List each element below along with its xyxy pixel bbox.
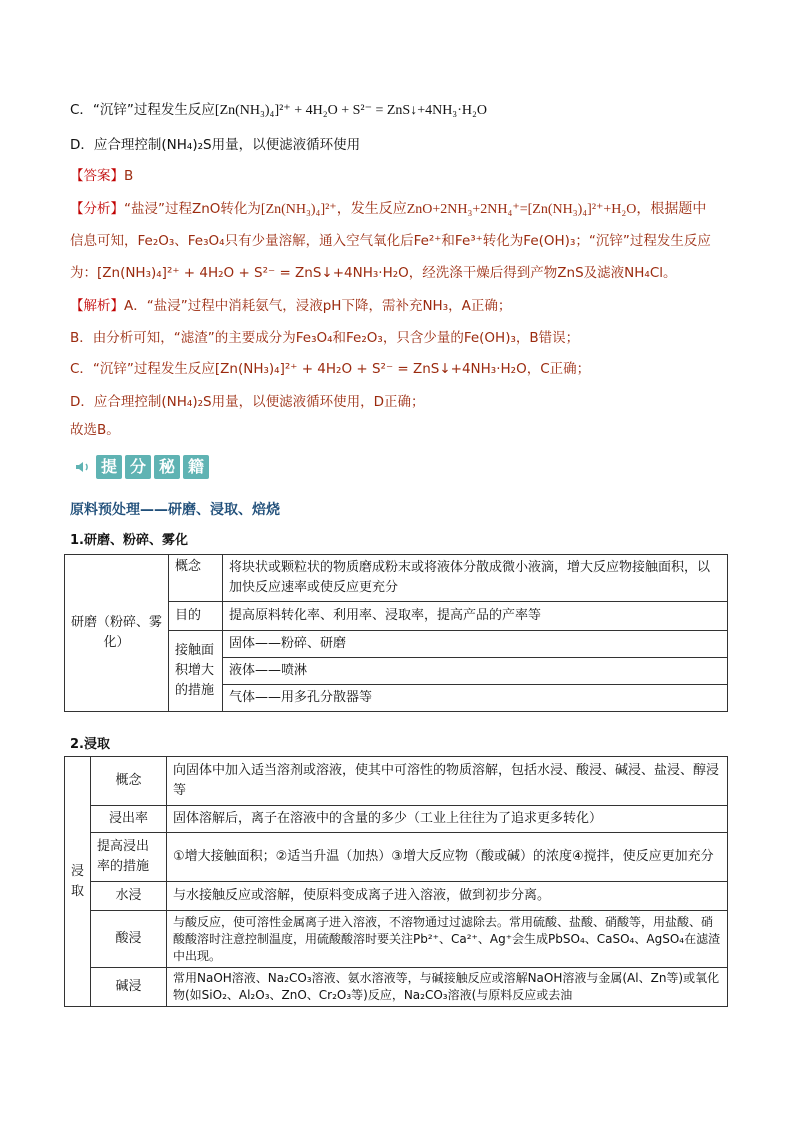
- speaker-icon: [74, 458, 92, 476]
- table2-r5-key: 酸浸: [91, 911, 167, 968]
- analysis-tag: 【分析】: [70, 201, 124, 217]
- table2-r4-val: 与水接触反应或溶解，使原料变成离子进入溶液，做到初步分离。: [167, 882, 728, 911]
- answer-value: B: [124, 168, 134, 184]
- analysis-text-1a: “盐浸”过程ZnO转化为: [124, 201, 261, 217]
- explain-tag: 【解析】: [70, 298, 124, 314]
- table1-r3-a: 固体——粉碎、研磨: [223, 631, 728, 658]
- analysis-line-3: 为：[Zn(NH₃)₄]²⁺ + 4H₂O + S²⁻ = ZnS↓+4NH₃·H₂O，经洗涤干燥后得到产物ZnS及滤液NH₄Cl。: [70, 265, 677, 281]
- table2-r1-val: 向固体中加入适当溶剂或溶液，使其中可溶性的物质溶解，包括水浸、酸浸、碱浸、盐浸、醇浸等: [167, 757, 728, 806]
- table2-r2-val: 固体溶解后，离子在溶液中的含量的多少（工业上往往为了追求更多转化）: [167, 806, 728, 833]
- table1-r3-b: 液体——喷淋: [223, 658, 728, 685]
- option-d: D．应合理控制(NH₄)₂S用量，以便滤液循环使用: [70, 137, 361, 153]
- table1-r1-val: 将块状或颗粒状的物质磨成粉末或将液体分散成微小液滴，增大反应物接触面积，以加快反应速率或使反应更充分: [223, 555, 728, 602]
- table2-head: 浸取: [65, 757, 91, 1007]
- subhead-1: 1.研磨、粉碎、雾化: [70, 533, 188, 548]
- badge-char-2: 分: [125, 455, 151, 479]
- table2-r1-key: 概念: [91, 757, 167, 806]
- table1-head: 研磨（粉碎、雾化）: [65, 555, 169, 712]
- subhead-2: 2.浸取: [70, 737, 110, 752]
- table2-r4-key: 水浸: [91, 882, 167, 911]
- table1-r3-c: 气体——用多孔分散器等: [223, 685, 728, 712]
- badge-char-3: 秘: [154, 455, 180, 479]
- table1-r1-key: 概念: [169, 555, 223, 602]
- badge-char-4: 籍: [183, 455, 209, 479]
- option-c-label: C．“沉锌”过程发生反应: [70, 102, 215, 118]
- table2-r6-key: 碱浸: [91, 968, 167, 1007]
- table-grinding: [64, 554, 728, 712]
- answer-tag: 【答案】: [70, 168, 124, 184]
- option-c: [70, 100, 487, 121]
- section-title: 原料预处理——研磨、浸取、焙烧: [70, 502, 280, 518]
- explain-line-c: C．“沉锌”过程发生反应[Zn(NH₃)₄]²⁺ + 4H₂O + S²⁻ = ZnS↓+4NH₃·H₂O，C正确；: [70, 361, 591, 377]
- explain-text-a: A．“盐浸”过程中消耗氨气，浸液pH下降，需补充NH₃，A正确；: [124, 298, 512, 314]
- option-c-equation: [Zn(NH₃)₄]²⁺ + 4H₂O + S²⁻ = ZnS↓+4NH₃·H₂O: [214, 103, 487, 118]
- analysis-line-1: [70, 199, 706, 220]
- table2-r3-val: ①增大接触面积；②适当升温（加热）③增大反应物（酸或碱）的浓度④搅拌，使反应更加充分: [167, 833, 728, 882]
- analysis-line-2: 信息可知，Fe₂O₃、Fe₃O₄只有少量溶解，通入空气氧化后Fe²⁺和Fe³⁺转化为Fe(OH)₃；“沉锌”过程发生反应: [70, 233, 711, 249]
- table2-r5-val: 与酸反应，使可溶性金属离子进入溶液，不溶物通过过滤除去。常用硫酸、盐酸、硝酸等，用盐酸、硝酸酸溶时注意控制温度，用硫酸酸溶时要关注Pb²⁺、Ca²⁺、Ag⁺会生成PbSO₄、CaSO₄、AgSO₄在滤渣中出现。: [167, 911, 728, 968]
- table1-r3-key: 接触面积增大的措施: [169, 631, 223, 712]
- table-leaching: [64, 756, 728, 1007]
- analysis-text-1b: [Zn(NH₃)₄]²⁺，发生反应ZnO+2NH₃+2NH₄⁺=[Zn(NH₃)₄]²⁺+H₂O，根据题中: [260, 202, 707, 217]
- explain-line-d: D．应合理控制(NH₄)₂S用量，以便滤液循环使用，D正确；: [70, 394, 425, 410]
- explain-line-a: [70, 296, 511, 316]
- table2-r3-key: 提高浸出率的措施: [91, 833, 167, 882]
- answer-line: [70, 166, 133, 186]
- table2-r6-val: 常用NaOH溶液、Na₂CO₃溶液、氨水溶液等，与碱接触反应或溶解NaOH溶液与金属(Al、Zn等)或氧化物(如SiO₂、Al₂O₃、ZnO、Cr₂O₃等)反应，Na₂CO₃溶液(与原料反应或去油: [167, 968, 728, 1007]
- table1-r2-key: 目的: [169, 602, 223, 631]
- table2-r2-key: 浸出率: [91, 806, 167, 833]
- tips-badge: [74, 453, 212, 481]
- badge-char-1: 提: [96, 455, 122, 479]
- table1-r2-val: 提高原料转化率、利用率、浸取率，提高产品的产率等: [223, 602, 728, 631]
- explain-line-b: B．由分析可知，“滤渣”的主要成分为Fe₃O₄和Fe₂O₃，只含少量的Fe(OH)₃，B错误；: [70, 330, 580, 346]
- explain-end: 故选B。: [70, 422, 120, 438]
